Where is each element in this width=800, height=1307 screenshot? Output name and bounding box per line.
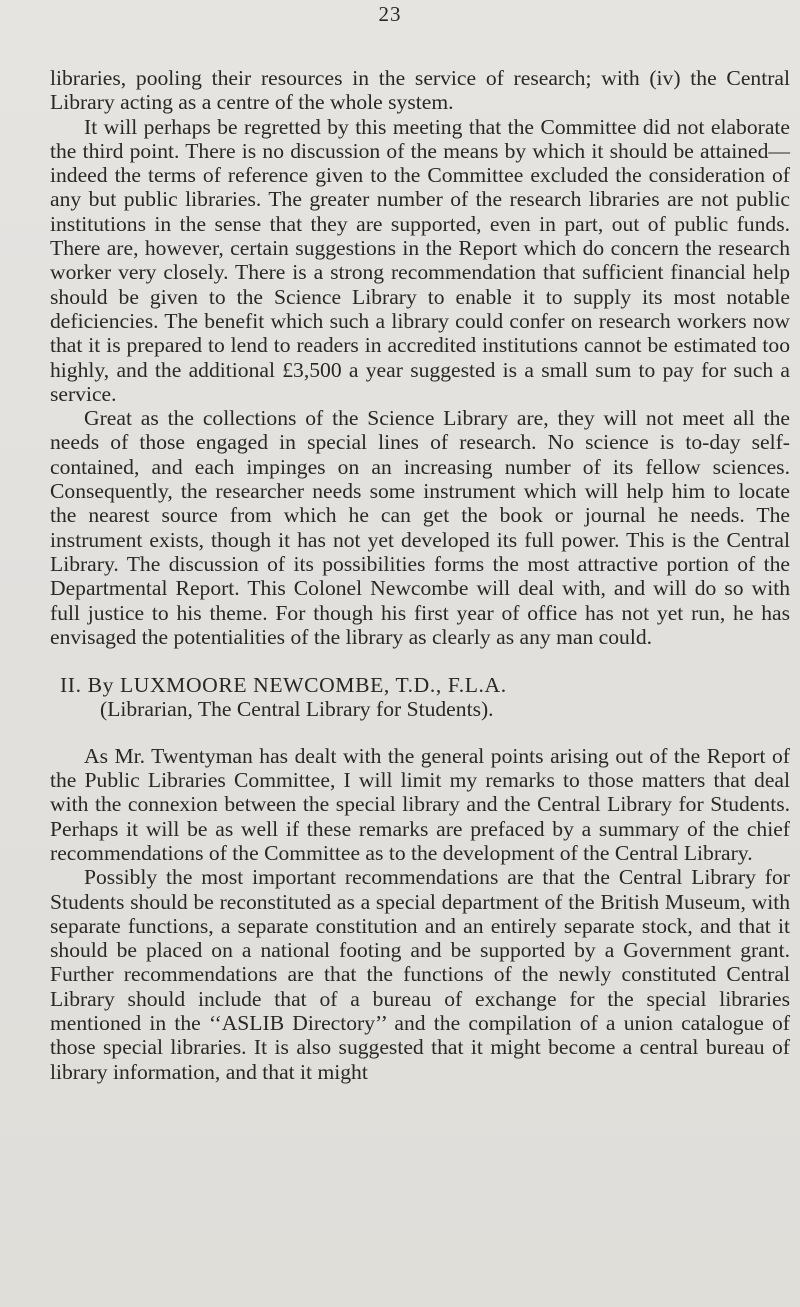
section-heading: II. By LUXMOORE NEWCOMBE, T.D., F.L.A. [60, 673, 507, 698]
paragraph-twentyman: As Mr. Twentyman has dealt with the general points arising out of the Report of the Public Libraries Committee, I will limit my remarks to those matters that deal with the connexion between the special library and the Central Library for Students. Perhaps it will be as well if these remarks are prefaced by a summary of the chief recommendations of the Committee as to the development of the Central Library. [50, 743, 790, 865]
paragraph-science-library: Great as the collections of the Science Library are, they will not meet all the needs of those engaged in special lines of research. No science is to-day self-contained, and each impinges on an increasing number of its fellow sciences. Consequently, the researcher needs some instrument which will help him to locate the nearest source from which he can get the book or journal he needs. The instrument exists, though it has not yet developed its full power. This is the Central Library. The discussion of its possibilities forms the most attractive portion of the Departmental Report. This Colonel Newcombe will deal with, and will do so with full justice to his theme. For though his first year of office has not yet run, he has envisaged the potentialities of the library as clearly as any man could. [50, 406, 790, 649]
section-subheading: (Librarian, The Central Library for Students). [100, 697, 494, 722]
paragraph-committee-point: It will perhaps be regretted by this meeting that the Committee did not elaborate the third point. There is no discussion of the means by which it should be attained—indeed the terms of reference given to the Committee excluded the consideration of any but public libraries. The greater number of the research libraries are not public institutions in the sense that they are supported, even in part, out of public funds. There are, however, certain suggestions in the Report which do concern the research worker very closely. There is a strong recommendation that sufficient financial help should be given to the Science Library to enable it to supply its most notable deficiencies. The benefit which such a library could confer on research workers now that it is prepared to lend to readers in accredited institutions cannot be estimated too highly, and the additional £3,500 a year suggested is a small sum to pay for such a service. [50, 114, 790, 406]
page-number: 23 [378, 2, 402, 26]
paragraph-recommendations: Possibly the most important recommendations are that the Central Library for Students should be reconstituted as a special department of the British Museum, with separate functions, a separate constitution and an entirely separate stock, and that it should be placed on a national footing and be supported by a Government grant. Further recommendations are that the functions of the newly constituted Central Library should include that of a bureau of exchange for the special libraries mentioned in the ‘‘ASLIB Directory’’ and the compilation of a union catalogue of those special libraries. It is also suggested that it might become a central bureau of library information, and that it might [50, 865, 790, 1084]
body-text [50, 66, 790, 1084]
paragraph-continuation: libraries, pooling their resources in the service of research; with (iv) the Central Library acting as a centre of the whole system. [50, 66, 790, 115]
